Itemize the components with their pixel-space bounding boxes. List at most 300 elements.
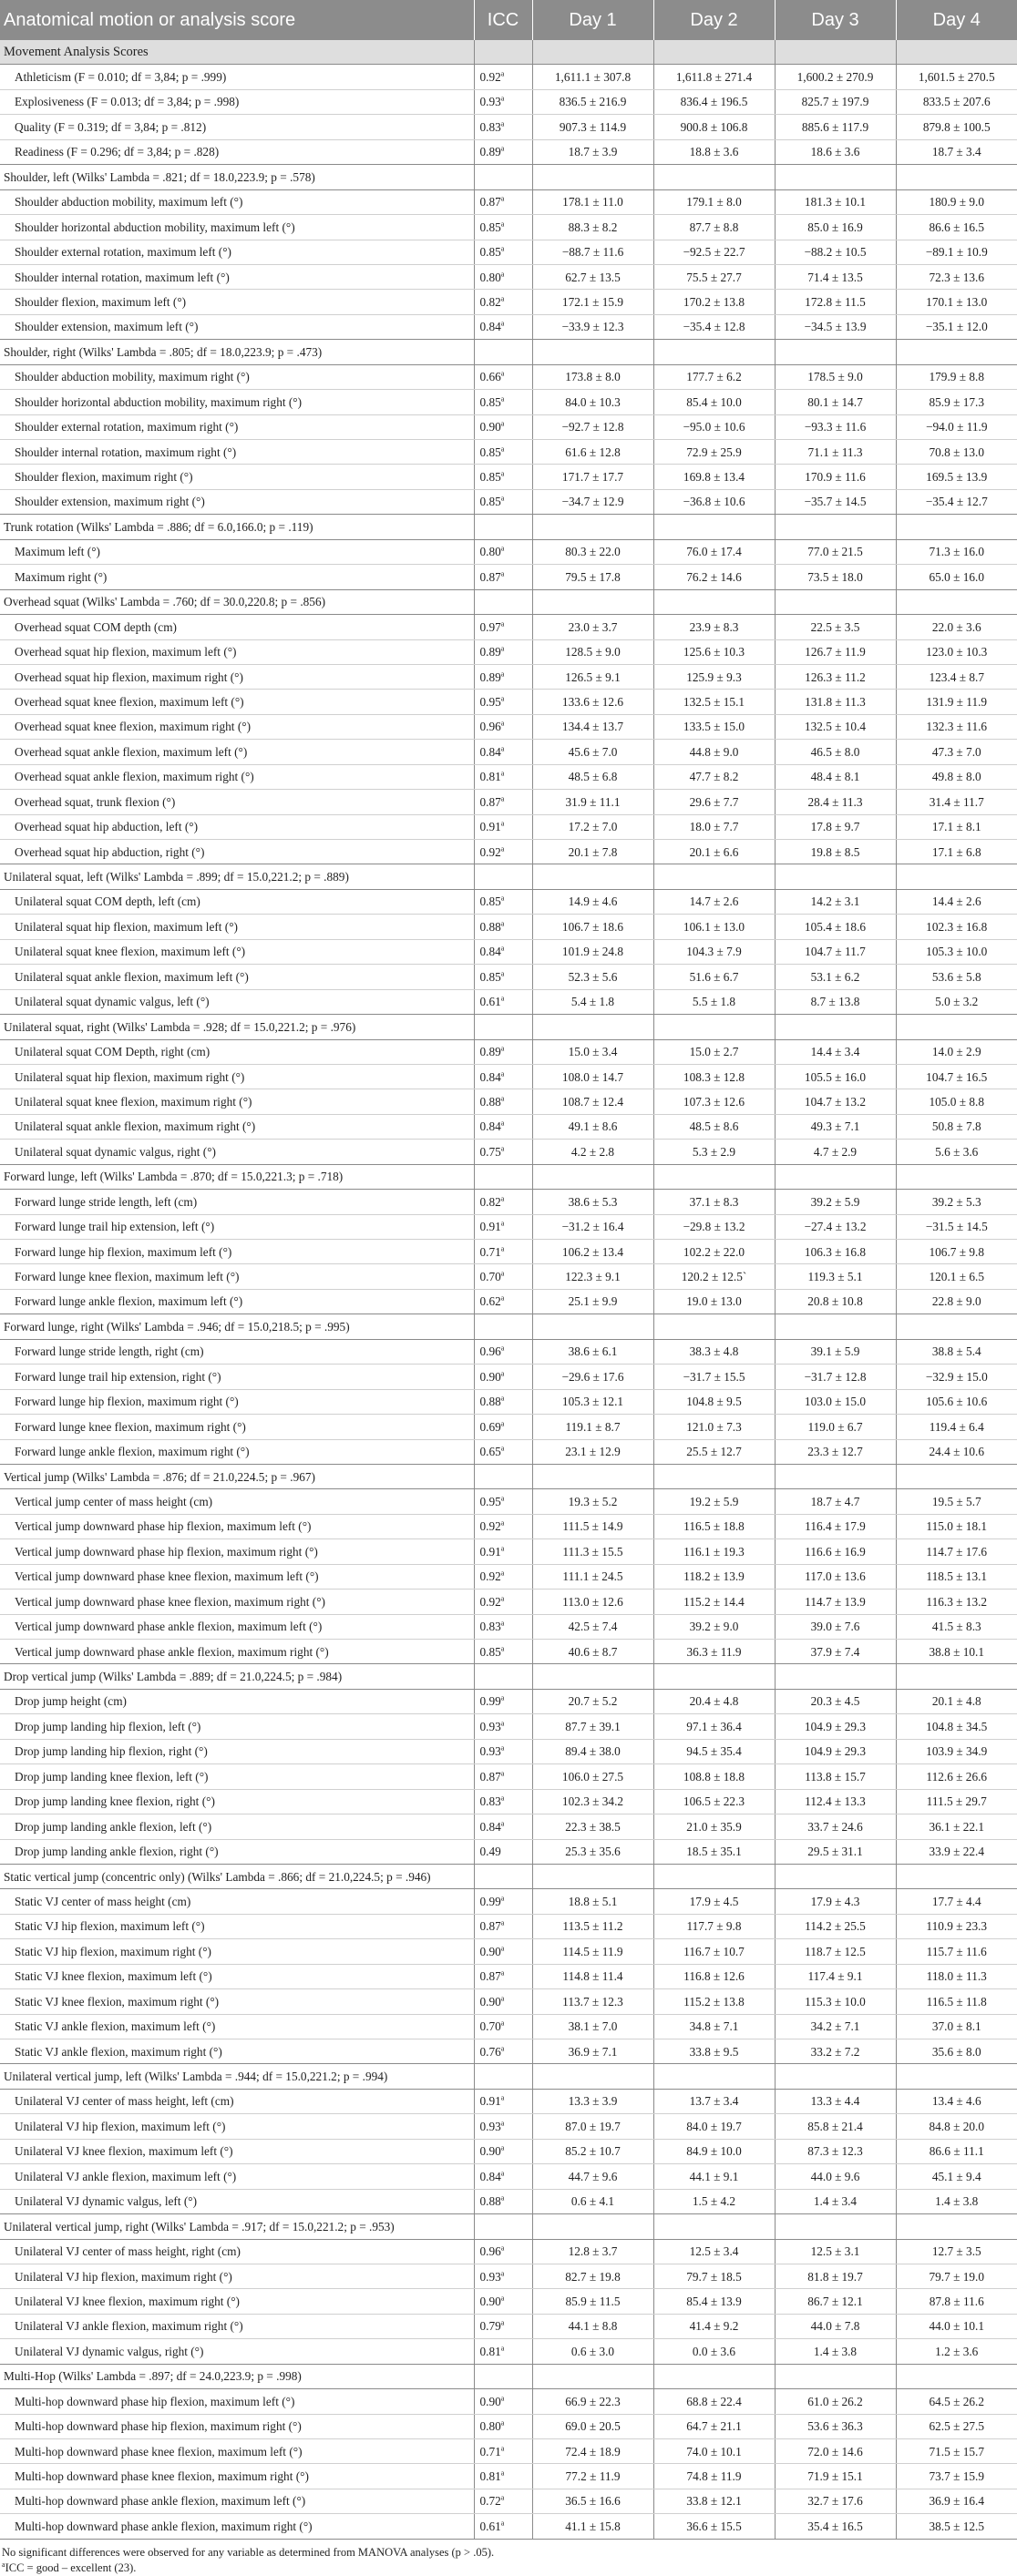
row-label: Multi-hop downward phase hip flexion, maximum right (°) bbox=[0, 2414, 474, 2438]
section-title: Movement Analysis Scores bbox=[0, 40, 474, 65]
icc-footnote-marker: a bbox=[500, 1743, 505, 1753]
day2-cell: 74.0 ± 10.1 bbox=[653, 2439, 775, 2464]
icc-cell bbox=[474, 2464, 532, 2489]
table-row bbox=[0, 889, 1017, 914]
icc-cell bbox=[474, 1814, 532, 1839]
empty-cell bbox=[896, 1864, 1017, 1888]
day1-cell: 836.5 ± 216.9 bbox=[532, 89, 653, 114]
row-label: Static VJ knee flexion, maximum right (°) bbox=[0, 1989, 474, 2014]
row-label: Forward lunge stride length, right (cm) bbox=[0, 1339, 474, 1364]
icc-cell bbox=[474, 1714, 532, 1739]
day4-cell: 118.5 ± 13.1 bbox=[896, 1564, 1017, 1589]
group-title: Vertical jump (Wilks' Lambda = .876; df = 21.0,224.5; p = .967) bbox=[0, 1464, 474, 1488]
day4-cell: 62.5 ± 27.5 bbox=[896, 2414, 1017, 2438]
day1-cell: 111.5 ± 14.9 bbox=[532, 1514, 653, 1538]
row-label: Vertical jump downward phase ankle flexion, maximum left (°) bbox=[0, 1614, 474, 1639]
icc-footnote-marker: a bbox=[500, 194, 505, 203]
icc-cell bbox=[474, 1964, 532, 1988]
table-row bbox=[0, 1289, 1017, 1314]
row-label: Shoulder extension, maximum right (°) bbox=[0, 489, 474, 514]
day4-cell: 35.6 ± 8.0 bbox=[896, 2039, 1017, 2064]
icc-cell bbox=[474, 840, 532, 864]
table-row bbox=[0, 690, 1017, 714]
icc-cell bbox=[474, 714, 532, 739]
icc-footnote-marker: a bbox=[500, 1819, 505, 1828]
day2-cell: 94.5 ± 35.4 bbox=[653, 1739, 775, 1763]
empty-cell bbox=[896, 1464, 1017, 1488]
day2-cell: 104.8 ± 9.5 bbox=[653, 1389, 775, 1414]
day4-cell: 72.3 ± 13.6 bbox=[896, 264, 1017, 289]
table-row bbox=[0, 1264, 1017, 1289]
day4-cell: 131.9 ± 11.9 bbox=[896, 690, 1017, 714]
day4-cell: 114.7 ± 17.6 bbox=[896, 1539, 1017, 1564]
empty-cell bbox=[775, 864, 896, 889]
day2-cell: 36.6 ± 15.5 bbox=[653, 2514, 775, 2539]
day4-cell: 38.8 ± 5.4 bbox=[896, 1339, 1017, 1364]
day4-cell: 14.4 ± 2.6 bbox=[896, 889, 1017, 914]
day4-cell: 1.2 ± 3.6 bbox=[896, 2339, 1017, 2364]
day3-cell: 46.5 ± 8.0 bbox=[775, 740, 896, 764]
empty-cell bbox=[532, 1664, 653, 1689]
day3-cell: 126.7 ± 11.9 bbox=[775, 639, 896, 664]
day3-cell: 12.5 ± 3.1 bbox=[775, 2239, 896, 2264]
icc-cell bbox=[474, 1240, 532, 1264]
icc-cell bbox=[474, 1365, 532, 1389]
group-title: Unilateral vertical jump, left (Wilks' Lambda = .944; df = 15.0,221.2; p = .994) bbox=[0, 2064, 474, 2089]
day3-cell: 1,600.2 ± 270.9 bbox=[775, 65, 896, 89]
row-label: Static VJ hip flexion, maximum left (°) bbox=[0, 1914, 474, 1938]
day1-cell: 20.7 ± 5.2 bbox=[532, 1689, 653, 1713]
table-row bbox=[0, 764, 1017, 789]
day3-cell: 104.9 ± 29.3 bbox=[775, 1714, 896, 1739]
row-label: Unilateral VJ hip flexion, maximum left (°) bbox=[0, 2114, 474, 2139]
empty-cell bbox=[653, 2064, 775, 2089]
day1-cell: 88.3 ± 8.2 bbox=[532, 215, 653, 240]
group-row bbox=[0, 864, 1017, 889]
table-row bbox=[0, 1339, 1017, 1364]
row-label: Vertical jump downward phase hip flexion, maximum left (°) bbox=[0, 1514, 474, 1538]
icc-value: 0.99 bbox=[479, 1894, 501, 1908]
day3-cell: 81.8 ± 19.7 bbox=[775, 2264, 896, 2288]
icc-footnote-marker: a bbox=[500, 1194, 505, 1203]
icc-cell bbox=[474, 2039, 532, 2064]
day2-cell: 17.9 ± 4.5 bbox=[653, 1889, 775, 1914]
group-row bbox=[0, 2064, 1017, 2089]
icc-cell bbox=[474, 1289, 532, 1314]
table-row bbox=[0, 390, 1017, 414]
icc-cell bbox=[474, 189, 532, 214]
icc-footnote-marker: a bbox=[500, 445, 505, 454]
icc-footnote-marker: a bbox=[500, 2444, 505, 2453]
day1-cell: −92.7 ± 12.8 bbox=[532, 414, 653, 439]
icc-footnote-marker: a bbox=[500, 1494, 505, 1503]
row-label: Drop jump landing ankle flexion, left (°) bbox=[0, 1814, 474, 1839]
day2-cell: 170.2 ± 13.8 bbox=[653, 290, 775, 314]
day4-cell: 180.9 ± 9.0 bbox=[896, 189, 1017, 214]
row-label: Vertical jump center of mass height (cm) bbox=[0, 1489, 474, 1514]
day3-cell: 44.0 ± 9.6 bbox=[775, 2164, 896, 2189]
day3-cell: 114.7 ± 13.9 bbox=[775, 1590, 896, 1614]
row-label: Unilateral VJ knee flexion, maximum left (°) bbox=[0, 2139, 474, 2163]
row-label: Overhead squat hip flexion, maximum right (°) bbox=[0, 664, 474, 689]
icc-footnote-marker: a bbox=[500, 394, 505, 404]
row-label: Forward lunge knee flexion, maximum right (°) bbox=[0, 1415, 474, 1439]
table-row bbox=[0, 1240, 1017, 1264]
icc-cell bbox=[474, 1089, 532, 1114]
row-label: Shoulder horizontal abduction mobility, maximum right (°) bbox=[0, 390, 474, 414]
icc-cell bbox=[474, 2439, 532, 2464]
day3-cell: 71.9 ± 15.1 bbox=[775, 2464, 896, 2489]
table-row bbox=[0, 1489, 1017, 1514]
table-row bbox=[0, 1614, 1017, 1639]
day2-cell: 121.0 ± 7.3 bbox=[653, 1415, 775, 1439]
icc-footnote-marker: a bbox=[500, 894, 505, 904]
day3-cell: 61.0 ± 26.2 bbox=[775, 2389, 896, 2414]
table-row bbox=[0, 939, 1017, 964]
day3-cell: 32.7 ± 17.6 bbox=[775, 2489, 896, 2513]
day3-cell: 86.7 ± 12.1 bbox=[775, 2289, 896, 2314]
day2-cell: 84.9 ± 10.0 bbox=[653, 2139, 775, 2163]
icc-footnote-marker: a bbox=[500, 1219, 505, 1228]
empty-cell bbox=[775, 515, 896, 539]
header-cell-day2: Day 2 bbox=[653, 0, 775, 40]
row-label: Shoulder internal rotation, maximum left (°) bbox=[0, 264, 474, 289]
empty-cell bbox=[474, 40, 532, 65]
empty-cell bbox=[474, 1015, 532, 1039]
day3-cell: 48.4 ± 8.1 bbox=[775, 764, 896, 789]
day2-cell: −31.7 ± 15.5 bbox=[653, 1365, 775, 1389]
icc-value: 0.81 bbox=[479, 2469, 501, 2483]
icc-cell bbox=[474, 1590, 532, 1614]
icc-cell bbox=[474, 89, 532, 114]
icc-value: 0.80 bbox=[479, 270, 501, 284]
icc-footnote-marker: a bbox=[500, 2269, 505, 2278]
day1-cell: −33.9 ± 12.3 bbox=[532, 314, 653, 339]
day1-cell: 113.5 ± 11.2 bbox=[532, 1914, 653, 1938]
icc-cell bbox=[474, 565, 532, 589]
day4-cell: 5.0 ± 3.2 bbox=[896, 989, 1017, 1014]
table-header bbox=[0, 0, 1017, 40]
day1-cell: 42.5 ± 7.4 bbox=[532, 1614, 653, 1639]
day3-cell: 39.2 ± 5.9 bbox=[775, 1190, 896, 1214]
day2-cell: 116.8 ± 12.6 bbox=[653, 1964, 775, 1988]
day2-cell: 64.7 ± 21.1 bbox=[653, 2414, 775, 2438]
table-row bbox=[0, 989, 1017, 1014]
empty-cell bbox=[474, 165, 532, 189]
day2-cell: 115.2 ± 13.8 bbox=[653, 1989, 775, 2014]
day4-cell: 84.8 ± 20.0 bbox=[896, 2114, 1017, 2139]
day1-cell: 172.1 ± 15.9 bbox=[532, 290, 653, 314]
icc-value: 0.85 bbox=[479, 894, 501, 909]
day3-cell: 116.4 ± 17.9 bbox=[775, 1514, 896, 1538]
day1-cell: 114.5 ± 11.9 bbox=[532, 1939, 653, 1964]
icc-footnote-marker: a bbox=[500, 495, 505, 504]
icc-footnote-marker: a bbox=[500, 994, 505, 1003]
row-label: Shoulder external rotation, maximum left (°) bbox=[0, 240, 474, 264]
header-cell-day3: Day 3 bbox=[775, 0, 896, 40]
day3-cell: 1.4 ± 3.4 bbox=[775, 2189, 896, 2213]
day3-cell: −88.2 ± 10.5 bbox=[775, 240, 896, 264]
row-label: Static VJ knee flexion, maximum left (°) bbox=[0, 1964, 474, 1988]
day4-cell: 37.0 ± 8.1 bbox=[896, 2014, 1017, 2039]
row-label: Drop jump landing hip flexion, left (°) bbox=[0, 1714, 474, 1739]
day2-cell: −35.4 ± 12.8 bbox=[653, 314, 775, 339]
row-label: Forward lunge stride length, left (cm) bbox=[0, 1190, 474, 1214]
icc-cell bbox=[474, 915, 532, 939]
icc-value: 0.95 bbox=[479, 1494, 501, 1508]
row-label: Shoulder abduction mobility, maximum right (°) bbox=[0, 364, 474, 389]
icc-footnote-marker: a bbox=[500, 1694, 505, 1703]
icc-footnote-marker: a bbox=[500, 1269, 505, 1278]
day3-cell: 117.4 ± 9.1 bbox=[775, 1964, 896, 1988]
table-row bbox=[0, 1889, 1017, 1914]
row-label: Forward lunge ankle flexion, maximum right (°) bbox=[0, 1439, 474, 1464]
icc-footnote-marker: a bbox=[500, 144, 505, 153]
day4-cell: 71.5 ± 15.7 bbox=[896, 2439, 1017, 2464]
icc-cell bbox=[474, 1689, 532, 1713]
day4-cell: 50.8 ± 7.8 bbox=[896, 1114, 1017, 1139]
day2-cell: −95.0 ± 10.6 bbox=[653, 414, 775, 439]
icc-footnote-marker: a bbox=[500, 644, 505, 653]
day2-cell: 25.5 ± 12.7 bbox=[653, 1439, 775, 1464]
table-row bbox=[0, 2239, 1017, 2264]
table-row bbox=[0, 1914, 1017, 1938]
day2-cell: 44.1 ± 9.1 bbox=[653, 2164, 775, 2189]
day1-cell: 114.8 ± 11.4 bbox=[532, 1964, 653, 1988]
day3-cell: 181.3 ± 10.1 bbox=[775, 189, 896, 214]
icc-footnote-marker: a bbox=[500, 769, 505, 778]
day3-cell: 825.7 ± 197.9 bbox=[775, 89, 896, 114]
day2-cell: 23.9 ± 8.3 bbox=[653, 615, 775, 639]
table-row bbox=[0, 1214, 1017, 1239]
icc-cell bbox=[474, 115, 532, 139]
icc-cell bbox=[474, 1789, 532, 1814]
icc-footnote-marker: a bbox=[500, 1594, 505, 1603]
day3-cell: 18.7 ± 4.7 bbox=[775, 1489, 896, 1514]
icc-value: 0.87 bbox=[479, 1919, 501, 1934]
table-row bbox=[0, 1539, 1017, 1564]
day2-cell: 84.0 ± 19.7 bbox=[653, 2114, 775, 2139]
icc-cell bbox=[474, 390, 532, 414]
row-label: Maximum left (°) bbox=[0, 539, 474, 564]
empty-cell bbox=[532, 589, 653, 614]
icc-footnote-marker: a bbox=[500, 1894, 505, 1903]
icc-footnote-marker: a bbox=[500, 2344, 505, 2353]
group-row bbox=[0, 1664, 1017, 1689]
day4-cell: 110.9 ± 23.3 bbox=[896, 1914, 1017, 1938]
header-cell-day4: Day 4 bbox=[896, 0, 1017, 40]
empty-cell bbox=[896, 1164, 1017, 1189]
table-row bbox=[0, 1190, 1017, 1214]
day3-cell: 178.5 ± 9.0 bbox=[775, 364, 896, 389]
header-cell-motion: Anatomical motion or analysis score bbox=[0, 0, 474, 40]
day1-cell: 173.8 ± 8.0 bbox=[532, 364, 653, 389]
day3-cell: 17.8 ± 9.7 bbox=[775, 814, 896, 839]
icc-footnote-marker: a bbox=[500, 2193, 505, 2203]
icc-footnote-marker: a bbox=[500, 1144, 505, 1153]
day2-cell: 5.3 ± 2.9 bbox=[653, 1140, 775, 1164]
icc-footnote-marker: a bbox=[500, 1644, 505, 1653]
icc-cell bbox=[474, 2289, 532, 2314]
row-label: Multi-hop downward phase ankle flexion, maximum left (°) bbox=[0, 2489, 474, 2513]
empty-cell bbox=[896, 1314, 1017, 1339]
empty-cell bbox=[474, 340, 532, 364]
day4-cell: 1,601.5 ± 270.5 bbox=[896, 65, 1017, 89]
day3-cell: −31.7 ± 12.8 bbox=[775, 1365, 896, 1389]
day4-cell: 24.4 ± 10.6 bbox=[896, 1439, 1017, 1464]
empty-cell bbox=[653, 1864, 775, 1888]
empty-cell bbox=[532, 2064, 653, 2089]
icc-cell bbox=[474, 1114, 532, 1139]
table-row bbox=[0, 489, 1017, 514]
icc-cell bbox=[474, 489, 532, 514]
row-label: Drop jump landing ankle flexion, right (°) bbox=[0, 1839, 474, 1864]
icc-cell bbox=[474, 664, 532, 689]
icc-value: 0.96 bbox=[479, 1344, 501, 1359]
day3-cell: 73.5 ± 18.0 bbox=[775, 565, 896, 589]
day1-cell: 61.6 ± 12.8 bbox=[532, 440, 653, 465]
icc-cell bbox=[474, 65, 532, 89]
icc-footnote-marker: a bbox=[500, 2019, 505, 2028]
icc-value: 0.85 bbox=[479, 445, 501, 459]
icc-cell bbox=[474, 2089, 532, 2113]
table-row bbox=[0, 364, 1017, 389]
day4-cell: 17.1 ± 6.8 bbox=[896, 840, 1017, 864]
day1-cell: −29.6 ± 17.6 bbox=[532, 1365, 653, 1389]
table-row bbox=[0, 1939, 1017, 1964]
empty-cell bbox=[532, 340, 653, 364]
empty-cell bbox=[653, 165, 775, 189]
day1-cell: 122.3 ± 9.1 bbox=[532, 1264, 653, 1289]
day4-cell: 36.1 ± 22.1 bbox=[896, 1814, 1017, 1839]
icc-footnote-marker: a bbox=[500, 2418, 505, 2428]
day2-cell: 116.7 ± 10.7 bbox=[653, 1939, 775, 1964]
day1-cell: 1,611.1 ± 307.8 bbox=[532, 65, 653, 89]
day1-cell: 18.8 ± 5.1 bbox=[532, 1889, 653, 1914]
day3-cell: 35.4 ± 16.5 bbox=[775, 2514, 896, 2539]
day4-cell: 169.5 ± 13.9 bbox=[896, 465, 1017, 489]
icc-value: 0.92 bbox=[479, 1594, 501, 1609]
table-row bbox=[0, 1564, 1017, 1589]
day1-cell: 108.0 ± 14.7 bbox=[532, 1064, 653, 1089]
table-row bbox=[0, 414, 1017, 439]
icc-value: 0.92 bbox=[479, 1569, 501, 1584]
day4-cell: 87.8 ± 11.6 bbox=[896, 2289, 1017, 2314]
empty-cell bbox=[532, 40, 653, 65]
day4-cell: 170.1 ± 13.0 bbox=[896, 290, 1017, 314]
icc-footnote-marker: a bbox=[500, 969, 505, 978]
day3-cell: 105.5 ± 16.0 bbox=[775, 1064, 896, 1089]
day3-cell: 14.4 ± 3.4 bbox=[775, 1039, 896, 1064]
icc-cell bbox=[474, 1064, 532, 1089]
empty-cell bbox=[896, 515, 1017, 539]
day2-cell: 104.3 ± 7.9 bbox=[653, 939, 775, 964]
day1-cell: 128.5 ± 9.0 bbox=[532, 639, 653, 664]
icc-footnote-marker: a bbox=[500, 919, 505, 928]
icc-footnote-marker: a bbox=[500, 844, 505, 854]
day4-cell: 105.0 ± 8.8 bbox=[896, 1089, 1017, 1114]
row-label: Unilateral squat COM Depth, right (cm) bbox=[0, 1039, 474, 1064]
day1-cell: 45.6 ± 7.0 bbox=[532, 740, 653, 764]
empty-cell bbox=[474, 515, 532, 539]
row-label: Static VJ ankle flexion, maximum left (°) bbox=[0, 2014, 474, 2039]
icc-footnote-marker: a bbox=[500, 2394, 505, 2403]
day3-cell: 85.8 ± 21.4 bbox=[775, 2114, 896, 2139]
day4-cell: 14.0 ± 2.9 bbox=[896, 1039, 1017, 1064]
day4-cell: 106.7 ± 9.8 bbox=[896, 1240, 1017, 1264]
day2-cell: 37.1 ± 8.3 bbox=[653, 1190, 775, 1214]
day4-cell: 53.6 ± 5.8 bbox=[896, 965, 1017, 989]
icc-value: 0.93 bbox=[479, 2269, 501, 2284]
empty-cell bbox=[775, 589, 896, 614]
icc-value: 0.82 bbox=[479, 1194, 501, 1209]
table-row bbox=[0, 89, 1017, 114]
icc-value: 0.49 bbox=[479, 1845, 501, 1859]
day1-cell: 80.3 ± 22.0 bbox=[532, 539, 653, 564]
day4-cell: 17.1 ± 8.1 bbox=[896, 814, 1017, 839]
group-row bbox=[0, 2364, 1017, 2388]
row-label: Unilateral squat dynamic valgus, left (°) bbox=[0, 989, 474, 1014]
empty-cell bbox=[532, 515, 653, 539]
icc-value: 0.85 bbox=[479, 470, 501, 484]
icc-value: 0.90 bbox=[479, 1994, 501, 2009]
table-row bbox=[0, 915, 1017, 939]
icc-value: 0.83 bbox=[479, 1620, 501, 1634]
day3-cell: 114.2 ± 25.5 bbox=[775, 1914, 896, 1938]
day3-cell: 105.4 ± 18.6 bbox=[775, 915, 896, 939]
header-cell-day1: Day 1 bbox=[532, 0, 653, 40]
group-title: Unilateral squat, right (Wilks' Lambda = .928; df = 15.0,221.2; p = .976) bbox=[0, 1015, 474, 1039]
day2-cell: 106.1 ± 13.0 bbox=[653, 915, 775, 939]
icc-value: 0.84 bbox=[479, 1069, 501, 1084]
table-row bbox=[0, 264, 1017, 289]
icc-value: 0.92 bbox=[479, 1519, 501, 1534]
day3-cell: 131.8 ± 11.3 bbox=[775, 690, 896, 714]
table-row bbox=[0, 1064, 1017, 1089]
icc-cell bbox=[474, 889, 532, 914]
row-label: Shoulder flexion, maximum left (°) bbox=[0, 290, 474, 314]
icc-value: 0.90 bbox=[479, 2294, 501, 2308]
group-title: Unilateral squat, left (Wilks' Lambda = .899; df = 15.0,221.2; p = .889) bbox=[0, 864, 474, 889]
icc-footnote-marker: a bbox=[500, 270, 505, 279]
empty-cell bbox=[775, 1015, 896, 1039]
row-label: Forward lunge trail hip extension, right (°) bbox=[0, 1365, 474, 1389]
empty-cell bbox=[896, 2214, 1017, 2239]
table-row bbox=[0, 2039, 1017, 2064]
group-row bbox=[0, 165, 1017, 189]
day2-cell: 116.1 ± 19.3 bbox=[653, 1539, 775, 1564]
table-row bbox=[0, 2289, 1017, 2314]
table-row bbox=[0, 440, 1017, 465]
day3-cell: 49.3 ± 7.1 bbox=[775, 1114, 896, 1139]
day2-cell: 133.5 ± 15.0 bbox=[653, 714, 775, 739]
day4-cell: 115.0 ± 18.1 bbox=[896, 1514, 1017, 1538]
day3-cell: 20.3 ± 4.5 bbox=[775, 1689, 896, 1713]
icc-value: 0.83 bbox=[479, 1794, 501, 1809]
day4-cell: 36.9 ± 16.4 bbox=[896, 2489, 1017, 2513]
empty-cell bbox=[896, 2364, 1017, 2388]
table-row bbox=[0, 2464, 1017, 2489]
section-row bbox=[0, 40, 1017, 65]
day2-cell: 177.7 ± 6.2 bbox=[653, 364, 775, 389]
day1-cell: 38.6 ± 5.3 bbox=[532, 1190, 653, 1214]
row-label: Unilateral VJ center of mass height, left (cm) bbox=[0, 2089, 474, 2113]
day1-cell: 133.6 ± 12.6 bbox=[532, 690, 653, 714]
icc-cell bbox=[474, 1415, 532, 1439]
icc-value: 0.85 bbox=[479, 220, 501, 234]
day3-cell: 85.0 ± 16.9 bbox=[775, 215, 896, 240]
icc-footnote-marker: a bbox=[500, 419, 505, 428]
